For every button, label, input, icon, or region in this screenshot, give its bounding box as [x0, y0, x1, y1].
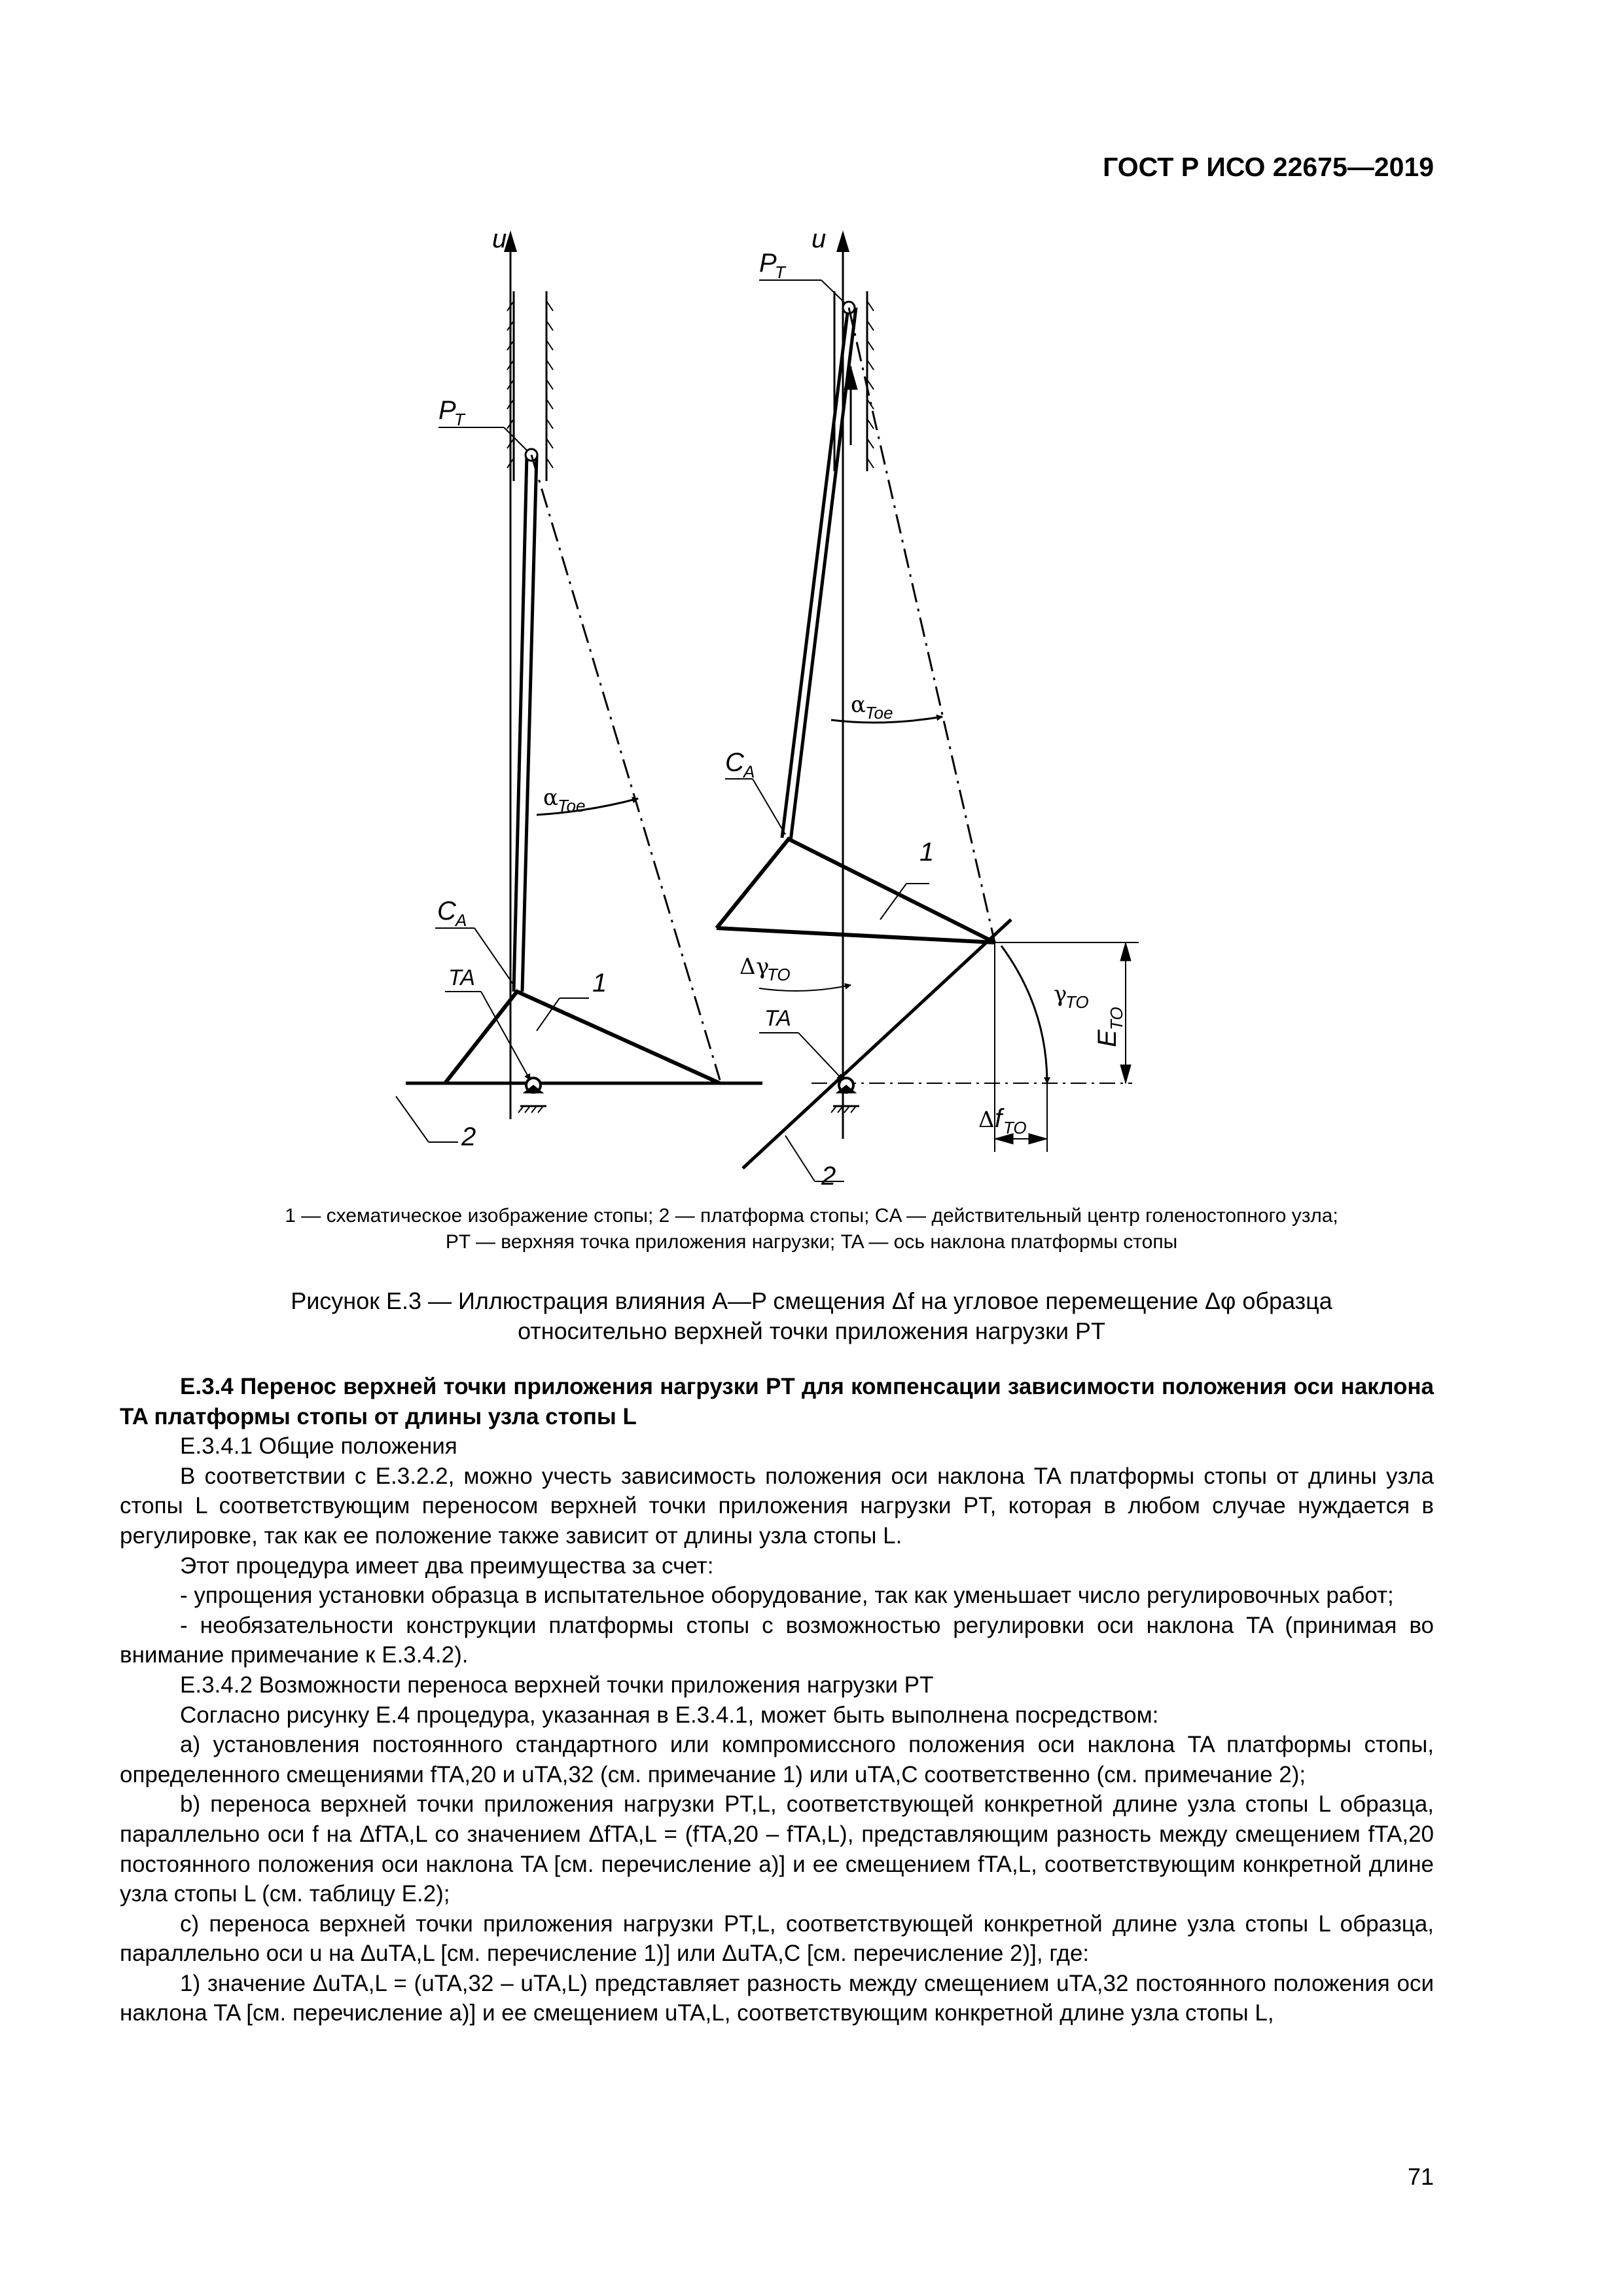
body-text	[120, 1372, 1434, 2028]
svg-text:u: u	[812, 224, 827, 253]
figure-caption	[118, 1286, 1505, 1346]
svg-text:TO: TO	[1003, 1118, 1027, 1138]
subsection-title-2: Е.3.4.2 Возможности переноса верхней точки приложения нагрузки PT	[180, 1672, 934, 1698]
svg-text:C: C	[437, 897, 456, 925]
right-foot-shape	[717, 839, 995, 942]
svg-text:A: A	[455, 910, 467, 930]
figure-key-line-1: 1 — схематическое изображение стопы; 2 — платформа стопы; CA — действительный центр голеностопного узла;	[285, 1205, 1338, 1227]
svg-text:A: A	[743, 762, 755, 781]
list-item: - упрощения установки образца в испытательное оборудование, так как уменьшает число регулировочных работ;	[180, 1583, 1394, 1609]
svg-text:1: 1	[919, 838, 935, 867]
svg-text:C: C	[725, 748, 744, 777]
document-header: ГОСТ Р ИСО 22675—2019	[1103, 152, 1434, 182]
svg-text:E: E	[1093, 1030, 1122, 1047]
svg-text:P: P	[438, 396, 456, 425]
svg-text:Toe: Toe	[865, 703, 893, 723]
svg-text:α: α	[543, 785, 558, 811]
list-item: - необязательности конструкции платформы стопы с возможностью регулировки оси наклона TA (принимая во внимание примечание к Е.3.4.2).	[120, 1612, 1434, 1668]
list-item-c: c) переноса верхней точки приложения нагрузки PT,L, соответствующей конкретной длине узла стопы L образца, параллельно оси u на ΔuTA,L [см. перечисление 1)] или ΔuTA,C [см. перечисление 2)], где:	[120, 1910, 1434, 1967]
figure-key-line-2: PT — верхняя точка приложения нагрузки; TA — ось наклона платформы стопы	[445, 1231, 1178, 1253]
svg-text:T: T	[454, 410, 465, 429]
svg-text:TO: TO	[1065, 992, 1089, 1012]
figure-caption-line-1: Рисунок Е.3 — Иллюстрация влияния A—P смещения Δf на угловое перемещение Δφ образца	[291, 1287, 1332, 1314]
svg-text:α: α	[851, 692, 866, 718]
svg-text:Δ: Δ	[978, 1107, 995, 1133]
right-diagram	[717, 230, 1139, 1230]
svg-text:Toe: Toe	[558, 796, 586, 816]
list-item-b: b) переноса верхней точки приложения нагрузки PT,L, соответствующей конкретной длине узла стопы L образца, параллельно оси f на ΔfTA,L со значением ΔfTA,L = (fTA,20 – fTA,L), представляющим разность между смещением fTA,20 постоянного положения оси наклона TA [см. перечисление a)] и ее смещением fTA,L, соответствующим конкретной длине узла стопы L (см. таблицу Е.2);	[120, 1791, 1434, 1907]
right-platform	[743, 920, 1011, 1168]
paragraph: В соответствии с Е.3.2.2, можно учесть зависимость положения оси наклона TA платформы стопы от длины узла стопы L соответствующим переносом верхней точки приложения нагрузки PT, которая в любом случае нуждается в регулировке, так как ее положение также зависит от длины узла стопы L.	[120, 1463, 1434, 1549]
svg-text:1: 1	[592, 969, 607, 997]
svg-text:γ: γ	[756, 954, 770, 980]
svg-text:2: 2	[461, 1122, 476, 1151]
svg-text:TA: TA	[764, 1006, 791, 1031]
svg-text:2: 2	[821, 1162, 836, 1191]
paragraph: Согласно рисунку Е.4 процедура, указанная в Е.3.4.1, может быть выполнена посредством:	[180, 1702, 1159, 1728]
figure-key	[118, 1203, 1505, 1255]
svg-text:P: P	[759, 249, 777, 278]
svg-text:Δ: Δ	[740, 954, 756, 980]
svg-text:f: f	[995, 1104, 1003, 1133]
svg-text:T: T	[775, 262, 785, 282]
figure-caption-line-2: относительно верхней точки приложения нагрузки PT	[518, 1318, 1105, 1344]
svg-text:u: u	[492, 224, 507, 253]
left-foot-shape	[445, 992, 720, 1083]
list-item-a: a) установления постоянного стандартного или компромиссного положения оси наклона TA платформы стопы, определенного смещениями fTA,20 и uTA,32 (см. примечание 1) или uTA,C соответственно (см. примечание 2);	[120, 1732, 1434, 1787]
svg-text:γ: γ	[1054, 981, 1067, 1007]
list-item-c1: 1) значение ΔuTA,L = (uTA,32 – uTA,L) представляет разность между смещением uTA,32 постоянного положения оси наклона TA [см. перечисление a)] и ее смещением uTA,L, соответствующим конкретной длине узла стопы L,	[120, 1970, 1434, 2026]
svg-text:TO: TO	[767, 965, 791, 984]
left-diagram	[396, 230, 762, 1142]
svg-text:TA: TA	[448, 965, 475, 990]
page-number: 71	[1407, 2163, 1434, 2190]
svg-text:TO: TO	[1107, 1007, 1126, 1030]
section-heading: Е.3.4 Перенос верхней точки приложения нагрузки PT для компенсации зависимости положения оси наклона TA платформы стопы от длины узла стопы L	[120, 1374, 1434, 1429]
right-gamma-arc	[1001, 946, 1047, 1083]
subsection-title-1: Е.3.4.1 Общие положения	[180, 1433, 457, 1460]
right-labels	[725, 224, 1126, 1191]
paragraph: Этот процедура имеет два преимущества за счет:	[180, 1552, 714, 1579]
